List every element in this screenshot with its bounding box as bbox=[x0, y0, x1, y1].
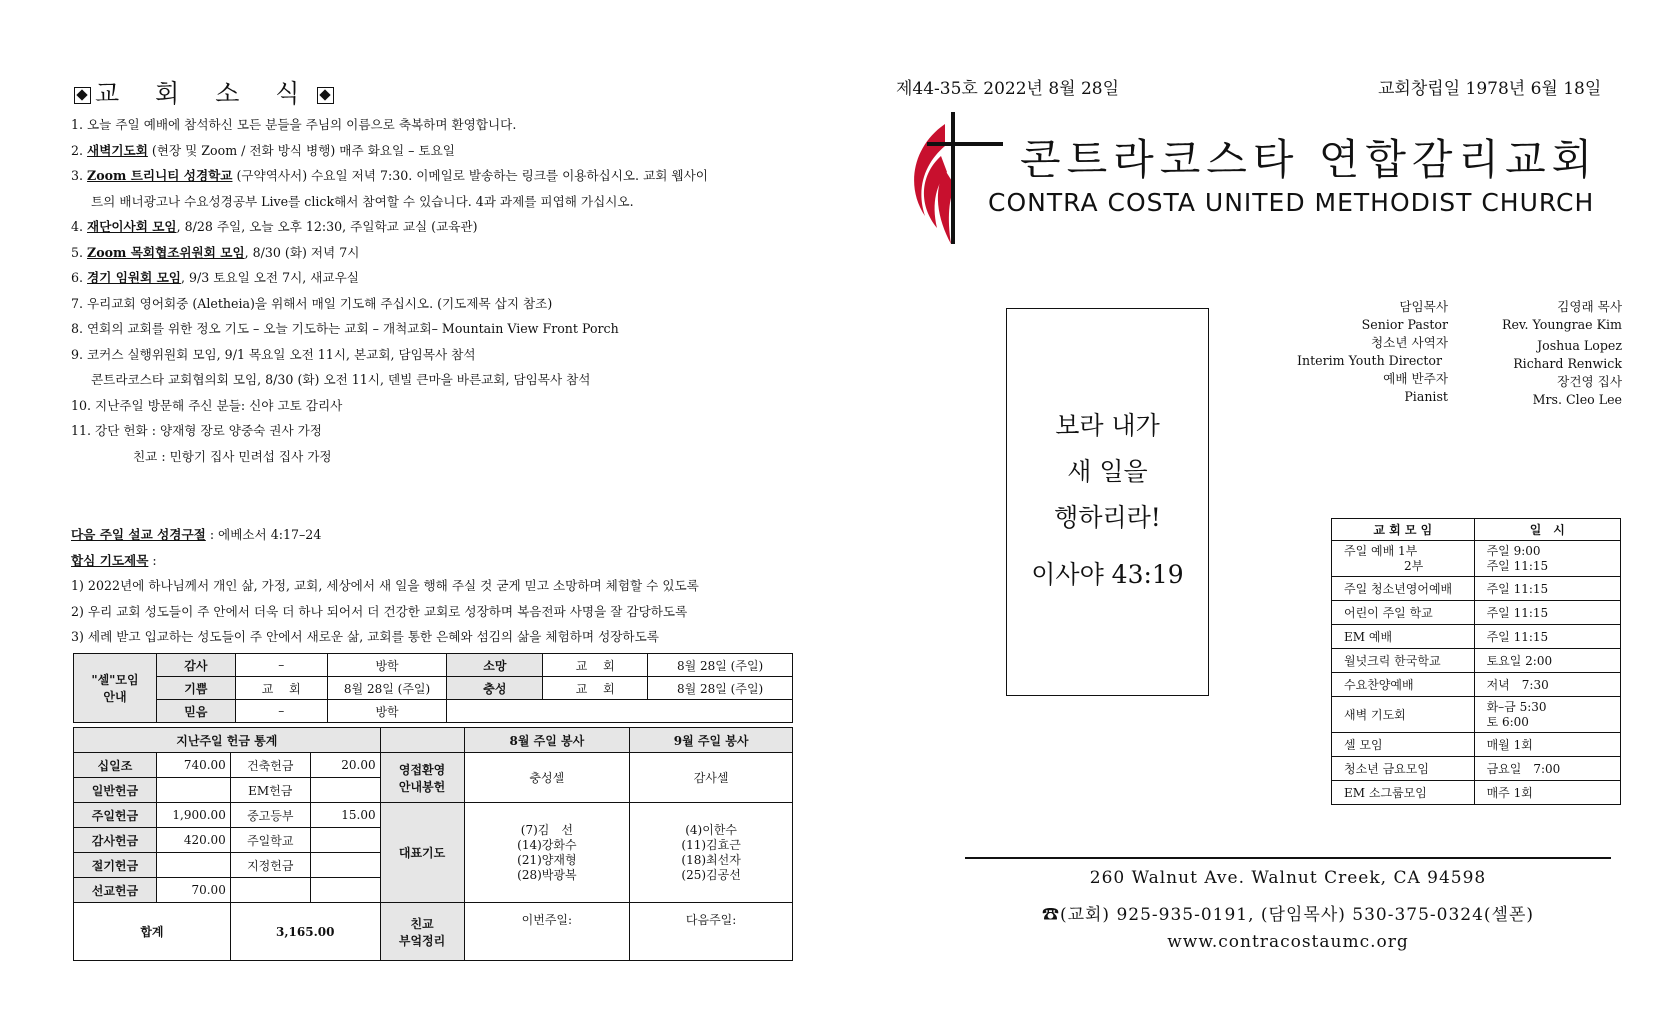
news-item-heading: 경기 임원회 모임 bbox=[87, 270, 181, 285]
schedule-meeting: 주일 청소년영어예배 bbox=[1332, 577, 1475, 601]
offering-amount: 20.00 bbox=[310, 753, 380, 778]
schedule-time: 매월 1회 bbox=[1474, 733, 1620, 757]
schedule-meeting: 수요찬양예배 bbox=[1332, 673, 1475, 697]
offering-amount bbox=[310, 778, 380, 803]
schedule-meeting: 청소년 금요모임 bbox=[1332, 757, 1475, 781]
schedule-row bbox=[1332, 601, 1621, 625]
offering-amount bbox=[310, 878, 380, 903]
schedule-row bbox=[1332, 649, 1621, 673]
schedule-row bbox=[1332, 673, 1621, 697]
news-item-heading: 새벽기도회 bbox=[87, 142, 148, 158]
scripture-reference: 이사야 43:19 bbox=[1031, 560, 1184, 589]
prayer-item: 2) 우리 교회 성도들이 주 안에서 더욱 더 하나 되어서 더 건강한 교회로 성장하며 복음전파 사명을 잘 감당하도록 bbox=[71, 603, 688, 619]
news-item: 4. 재단이사회 모임, 8/28 주일, 오늘 오후 12:30, 주일학교 교실 (교육관) bbox=[71, 219, 478, 234]
schedule-row bbox=[1332, 541, 1621, 577]
schedule-meeting: 어린이 주일 학교 bbox=[1332, 601, 1475, 625]
next-sermon bbox=[71, 522, 831, 548]
diamond-icon bbox=[74, 87, 91, 104]
scripture-box bbox=[1006, 308, 1209, 696]
founding-date: 교회창립일 1978년 6월 18일 bbox=[1378, 79, 1602, 99]
prayer-duty-aug: (7)김 선 (14)강화수 (21)양재형 (28)박광복 bbox=[464, 803, 630, 903]
news-item: 7. 우리교회 영어회중 (Aletheia)을 위해서 매일 기도해 주십시오. (기도제목 삽지 참조) bbox=[71, 295, 553, 311]
prayer-duty-sep: (4)이한수 (11)김효근 (18)최선자 (25)김공선 bbox=[630, 803, 793, 903]
offering-amount bbox=[310, 853, 380, 878]
offering-title: 지난주일 헌금 통계 bbox=[74, 728, 381, 753]
news-item: 친교 : 민항기 집사 민려섭 집사 가정 bbox=[133, 448, 332, 464]
diamond-icon bbox=[317, 87, 334, 104]
schedule-header-meeting: 교 회 모 임 bbox=[1332, 519, 1475, 541]
cell-place: 교 회 bbox=[543, 654, 648, 677]
scripture-text: 보라 내가 새 일을 행하리라! bbox=[1054, 411, 1161, 532]
news-item: 3. Zoom 트리니티 성경학교 (구약역사서) 수요일 저녁 7:30. 이메일로 발송하는 링크를 이용하십시오. 교회 웹사이 bbox=[71, 168, 708, 183]
news-item: 9. 코커스 실행위원회 모임, 9/1 목요일 오전 11시, 본교회, 담임목사 참석 bbox=[71, 346, 476, 362]
cell-place: 교 회 bbox=[543, 677, 648, 700]
schedule-time: 금요일 7:00 bbox=[1474, 757, 1620, 781]
offering-amount: 15.00 bbox=[310, 803, 380, 828]
cell-name: 충성 bbox=[447, 677, 543, 700]
fellowship-label: 친교 부엌정리 bbox=[380, 903, 464, 961]
offering-amount bbox=[156, 853, 230, 878]
offering-label: 절기헌금 bbox=[74, 853, 157, 878]
news-item: 트의 배너광고나 수요성경공부 Live를 click해서 참여할 수 있습니다. 4과 과제를 피엽해 가십시오. bbox=[91, 193, 634, 209]
offering-label: EM헌금 bbox=[230, 778, 310, 803]
offering-label: 주일학교 bbox=[230, 828, 310, 853]
offering-amount: 740.00 bbox=[156, 753, 230, 778]
church-name-korean: 콘트라코스타 연합감리교회 bbox=[1020, 135, 1599, 184]
church-phone: ☎(교회) 925-935-0191, (담임목사) 530-375-0324(셀폰) bbox=[1041, 905, 1535, 925]
cell-group-table bbox=[73, 653, 793, 723]
schedule-time: 주일 9:00 주일 11:15 bbox=[1474, 541, 1620, 577]
news-item-heading: Zoom 트리니티 성경학교 bbox=[87, 168, 233, 183]
fellowship-aug: 이번주일: bbox=[464, 903, 630, 961]
cell-name: 소망 bbox=[447, 654, 543, 677]
cell-place: – bbox=[235, 654, 327, 677]
sep-service-title: 9월 주일 봉사 bbox=[630, 728, 793, 753]
cross-flame-logo-icon bbox=[905, 106, 1005, 248]
schedule-meeting: 새벽 기도회 bbox=[1332, 697, 1475, 733]
offering-label: 건축헌금 bbox=[230, 753, 310, 778]
schedule-time: 매주 1회 bbox=[1474, 781, 1620, 805]
cell-name: 감사 bbox=[156, 654, 235, 677]
total-label: 합계 bbox=[74, 903, 231, 961]
welcome-aug: 충성셀 bbox=[464, 753, 630, 803]
offering-label: 일반헌금 bbox=[74, 778, 157, 803]
prayer-duty-label: 대표기도 bbox=[380, 803, 464, 903]
schedule-time: 화–금 5:30 토 6:00 bbox=[1474, 697, 1620, 733]
schedule-meeting: 월넛크릭 한국학교 bbox=[1332, 649, 1475, 673]
cell-date: 8월 28일 (주일) bbox=[648, 677, 793, 700]
prayer-label: 합심 기도제목 bbox=[71, 552, 149, 568]
issue-number-date: 제44-35호 2022년 8월 28일 bbox=[896, 79, 1120, 99]
welcome-label: 영접환영 안내봉헌 bbox=[380, 753, 464, 803]
schedule-meeting: 셀 모임 bbox=[1332, 733, 1475, 757]
church-address: 260 Walnut Ave. Walnut Creek, CA 94598 bbox=[1089, 868, 1487, 888]
schedule-row bbox=[1332, 697, 1621, 733]
news-item: 콘트라코스타 교회협의회 모임, 8/30 (화) 오전 11시, 덴빌 큰마을 바른교회, 담임목사 참석 bbox=[91, 372, 591, 387]
schedule-row bbox=[1332, 757, 1621, 781]
church-name-english: CONTRA COSTA UNITED METHODIST CHURCH bbox=[988, 188, 1595, 217]
meeting-schedule-table bbox=[1331, 518, 1621, 805]
news-item: 11. 강단 헌화 : 양재형 장로 양중숙 권사 가정 bbox=[71, 423, 322, 438]
schedule-time: 주일 11:15 bbox=[1474, 601, 1620, 625]
divider bbox=[965, 857, 1611, 859]
cell-place: – bbox=[235, 700, 327, 723]
church-news-list bbox=[71, 112, 811, 469]
schedule-time: 토요일 2:00 bbox=[1474, 649, 1620, 673]
offering-amount: 1,900.00 bbox=[156, 803, 230, 828]
offering-service-table bbox=[73, 727, 793, 961]
prayer-item: 1) 2022년에 하나님께서 개인 삶, 가정, 교회, 세상에서 새 일을 행해 주실 것 굳게 믿고 소망하며 체험할 수 있도록 bbox=[71, 578, 699, 593]
news-item-heading: Zoom 목회협조위원회 모임 bbox=[87, 244, 245, 260]
schedule-meeting: 주일 예배 1부 2부 bbox=[1332, 541, 1475, 577]
offering-label: 주일헌금 bbox=[74, 803, 157, 828]
cell-name: 믿음 bbox=[156, 700, 235, 723]
fellowship-sep: 다음주일: bbox=[630, 903, 793, 961]
schedule-row bbox=[1332, 781, 1621, 805]
schedule-time: 주일 11:15 bbox=[1474, 625, 1620, 649]
news-item: 10. 지난주일 방문해 주신 분들: 신야 고토 감리사 bbox=[71, 397, 343, 413]
news-item-heading: 재단이사회 모임 bbox=[87, 219, 177, 234]
cell-date: 8월 28일 (주일) bbox=[327, 677, 447, 700]
cell-date: 방학 bbox=[327, 654, 447, 677]
offering-amount bbox=[156, 778, 230, 803]
cell-guide-label: "셀"모임 안내 bbox=[74, 654, 157, 723]
next-sermon-text: : 에베소서 4:17–24 bbox=[205, 527, 322, 542]
offering-label: 십일조 bbox=[74, 753, 157, 778]
offering-label: 중고등부 bbox=[230, 803, 310, 828]
cell-place: 교 회 bbox=[235, 677, 327, 700]
news-item: 8. 연회의 교회를 위한 정오 기도 – 오늘 기도하는 교회 – 개척교회– Mountain View Front Porch bbox=[71, 321, 619, 336]
schedule-row bbox=[1332, 733, 1621, 757]
news-item: 1. 오늘 주일 예배에 참석하신 모든 분들을 주님의 이름으로 축복하며 환영합니다. bbox=[71, 117, 517, 132]
news-item: 2. 새벽기도회 (현장 및 Zoom / 전화 방식 병행) 매주 화요일 – 토요일 bbox=[71, 142, 455, 158]
cell-date: 방학 bbox=[327, 700, 447, 723]
schedule-meeting: EM 예배 bbox=[1332, 625, 1475, 649]
staff-names: 김영래 목사 Rev. Youngrae Kim Joshua Lopez Richard Renwick 장건영 집사 Mrs. Cleo Lee bbox=[1501, 299, 1622, 407]
offering-label bbox=[230, 878, 310, 903]
church-website[interactable]: www.contracostaumc.org bbox=[1167, 932, 1409, 952]
offering-label: 감사헌금 bbox=[74, 828, 157, 853]
offering-label: 지정헌금 bbox=[230, 853, 310, 878]
schedule-time: 주일 11:15 bbox=[1474, 577, 1620, 601]
schedule-row bbox=[1332, 577, 1621, 601]
aug-service-title: 8월 주일 봉사 bbox=[464, 728, 630, 753]
sermon-prayer-section bbox=[71, 522, 831, 650]
offering-amount: 70.00 bbox=[156, 878, 230, 903]
prayer-heading: 합심 기도제목 : bbox=[71, 552, 157, 568]
total-value: 3,165.00 bbox=[230, 903, 380, 961]
schedule-row bbox=[1332, 625, 1621, 649]
news-item: 5. Zoom 목회협조위원회 모임, 8/30 (화) 저녁 7시 bbox=[71, 244, 360, 260]
news-item: 6. 경기 임원회 모임, 9/3 토요일 오전 7시, 새교우실 bbox=[71, 270, 359, 285]
prayer-item: 3) 세례 받고 입교하는 성도들이 주 안에서 새로운 삶, 교회를 통한 은혜와 섬김의 삶을 체험하며 성장하도록 bbox=[71, 629, 659, 644]
offering-label: 선교헌금 bbox=[74, 878, 157, 903]
staff-titles: 담임목사 Senior Pastor 청소년 사역자 Interim Youth Director 예배 반주자 Pianist bbox=[1297, 299, 1448, 404]
welcome-sep: 감사셀 bbox=[630, 753, 793, 803]
news-title: 교 회 소 식 bbox=[70, 74, 338, 110]
schedule-time: 저녁 7:30 bbox=[1474, 673, 1620, 697]
cell-date: 8월 28일 (주일) bbox=[648, 654, 793, 677]
cell-name: 기쁨 bbox=[156, 677, 235, 700]
offering-amount bbox=[310, 828, 380, 853]
offering-amount: 420.00 bbox=[156, 828, 230, 853]
schedule-meeting: EM 소그룹모임 bbox=[1332, 781, 1475, 805]
next-sermon-label: 다음 주일 설교 성경구절 bbox=[71, 527, 206, 542]
schedule-header-time: 일 시 bbox=[1474, 519, 1620, 541]
